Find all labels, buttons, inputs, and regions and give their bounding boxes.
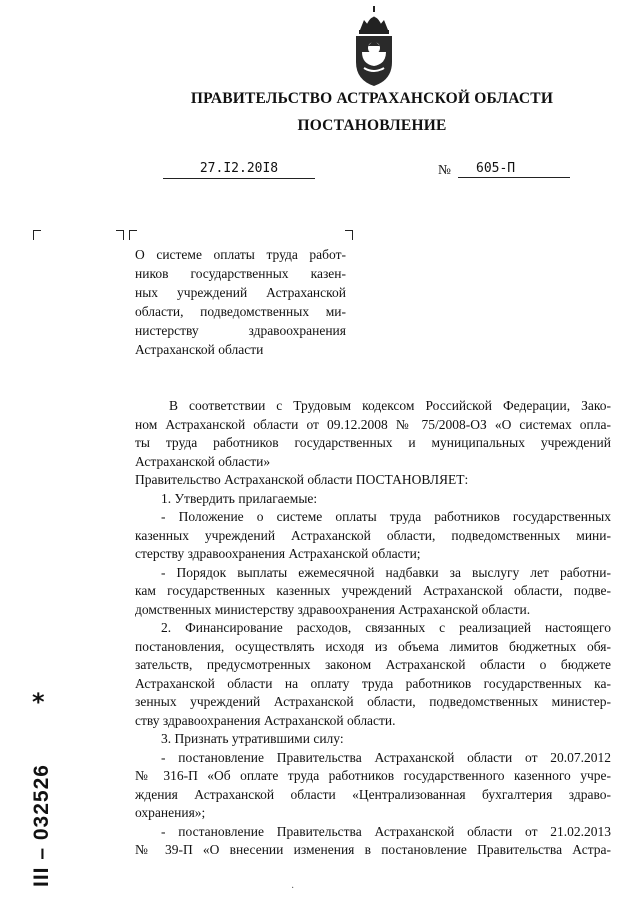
body-line: - постановление Правительства Астраханской области от 20.07.2012 xyxy=(161,749,611,765)
subject-line: О системе оплаты труда работ- xyxy=(135,247,346,262)
asterisk-mark: * xyxy=(32,688,45,716)
subject-line: нистерству здравоохранения xyxy=(135,323,346,338)
subject-line: ных учреждений Астраханской xyxy=(135,285,346,300)
body-line: № 39-П «О внесении изменения в постановление Правительства Астра- xyxy=(135,842,611,857)
body-line: постановления, осуществлять исходя из объема лимитов бюджетных обя- xyxy=(135,638,611,654)
body-line: домственных министерству здравоохранения Астраханской области. xyxy=(135,601,531,617)
subject-line: Астраханской области xyxy=(135,342,264,357)
body-line: - Положение о системе оплаты труда работников государственных xyxy=(161,509,611,524)
serial-number: III – 032526 xyxy=(30,764,53,887)
coat-of-arms-emblem xyxy=(344,6,404,88)
body-line: ном Астраханской области от 09.12.2008 № 75/2008-ОЗ «О системах опла- xyxy=(135,416,611,432)
body-line: Астраханской области» xyxy=(135,453,271,469)
body-line: В соответствии с Трудовым кодексом Российской Федерации, Зако- xyxy=(169,398,611,413)
body-line: 2. Финансирование расходов, связанных с реализацией настоящего xyxy=(161,620,611,635)
body-line: Правительство Астраханской области ПОСТАНОВЛЯЕТ: xyxy=(135,472,469,487)
scan-speck: · xyxy=(291,883,295,894)
organization-heading: ПРАВИТЕЛЬСТВО АСТРАХАНСКОЙ ОБЛАСТИ xyxy=(190,90,554,107)
body-line: зательств, предусмотренных законом Астраханской области о бюджете xyxy=(135,657,611,672)
body-line: Астраханской области на оплату труда работников государственных ка- xyxy=(135,675,611,691)
subject-line: области, подведомственных ми- xyxy=(135,304,346,319)
corner-mark-right-end xyxy=(345,230,353,240)
body-line: охранения»; xyxy=(135,805,206,820)
body-line: - постановление Правительства Астраханской области от 21.02.2013 xyxy=(161,823,611,839)
subject-line: ников государственных казен- xyxy=(135,266,346,281)
document-date: 27.I2.20I8 xyxy=(163,161,315,179)
body-line: 3. Признать утратившими силу: xyxy=(161,731,344,746)
body-line: 1. Утвердить прилагаемые: xyxy=(161,490,318,506)
document-body xyxy=(135,397,611,860)
document-type-heading: ПОСТАНОВЛЕНИЕ xyxy=(297,117,447,134)
body-line: ству здравоохранения Астраханской области. xyxy=(135,712,396,728)
body-line: № 316-П «Об оплате труда работников государственного казенного учре- xyxy=(135,768,611,783)
corner-mark-left-inner xyxy=(129,230,137,240)
body-line: казенных учреждений Астраханской области, подведомственных мини- xyxy=(135,527,611,543)
body-line: кам государственных казенных учреждений Астраханской области, подве- xyxy=(135,583,611,598)
corner-mark-left xyxy=(33,230,41,240)
body-line: зенных учреждений Астраханской области, подведомственных министер- xyxy=(135,694,611,709)
body-line: стерству здравоохранения Астраханской области; xyxy=(135,546,421,561)
document-subject xyxy=(135,245,346,359)
body-line: ждения Астраханской области «Централизованная бухгалтерия здраво- xyxy=(135,786,611,802)
body-line: ты труда работников государственных и муниципальных учреждений xyxy=(135,435,611,450)
serial-stamp xyxy=(22,697,62,897)
corner-mark-right xyxy=(116,230,124,240)
document-number: 605-П xyxy=(458,161,570,178)
body-line: - Порядок выплаты ежемесячной надбавки за выслугу лет работни- xyxy=(161,564,611,580)
number-sign: № xyxy=(438,162,451,177)
